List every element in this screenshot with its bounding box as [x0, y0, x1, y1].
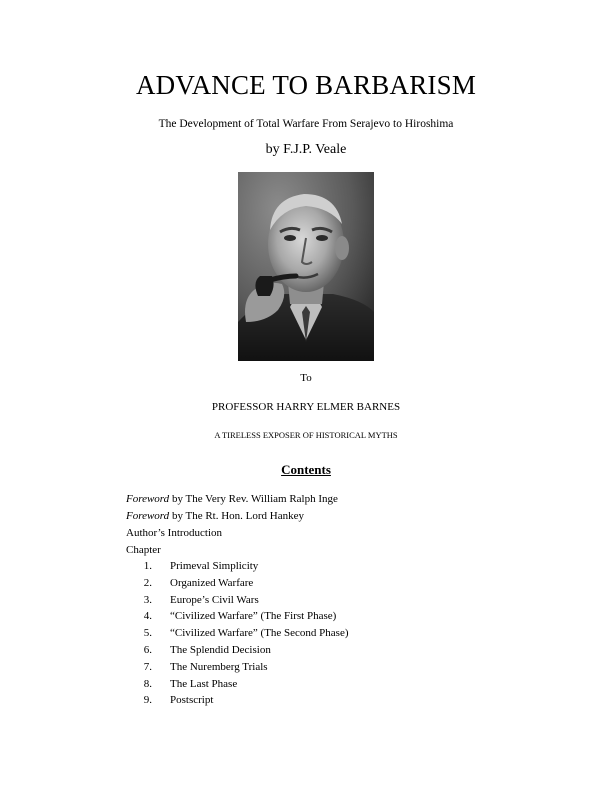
- chapter-title: Organized Warfare: [170, 576, 254, 589]
- chapter-title: The Last Phase: [170, 677, 238, 690]
- chapter-number: 7.: [143, 660, 152, 673]
- chapter-number: 3.: [143, 593, 152, 606]
- chapter-number: 2.: [143, 576, 152, 589]
- chapter-item[interactable]: [126, 558, 349, 575]
- chapter-title: “Civilized Warfare” (The First Phase): [170, 610, 337, 623]
- chapter-title: “Civilized Warfare” (The Second Phase): [170, 627, 349, 640]
- chapter-item[interactable]: [126, 625, 349, 642]
- dedication-to: To: [300, 372, 312, 384]
- foreword-label: Foreword: [126, 493, 170, 505]
- foreword-text: by The Very Rev. William Ralph Inge: [169, 493, 338, 505]
- foreword-entry-inge[interactable]: [126, 491, 338, 508]
- chapter-item[interactable]: [126, 659, 349, 676]
- chapter-number: 4.: [143, 610, 152, 623]
- chapter-title: The Nuremberg Trials: [170, 660, 268, 673]
- chapter-number: 8.: [143, 677, 152, 690]
- chapter-number: 1.: [143, 560, 152, 572]
- chapter-title: Primeval Simplicity: [170, 560, 259, 572]
- chapter-item[interactable]: [126, 676, 349, 693]
- chapter-item[interactable]: [126, 575, 349, 592]
- chapter-title: Europe’s Civil Wars: [170, 593, 259, 606]
- chapter-title: The Splendid Decision: [170, 643, 271, 656]
- chapter-item[interactable]: [126, 692, 349, 709]
- chapter-title: Postscript: [170, 694, 214, 707]
- book-title: ADVANCE TO BARBARISM: [135, 70, 477, 100]
- chapter-item[interactable]: [126, 642, 349, 659]
- dedication-name: PROFESSOR HARRY ELMER BARNES: [211, 401, 401, 413]
- chapter-item[interactable]: [126, 592, 349, 609]
- introduction-entry[interactable]: Author’s Introduction: [126, 527, 223, 539]
- foreword-entry-hankey[interactable]: [126, 508, 338, 525]
- author-portrait: [238, 172, 374, 361]
- chapter-number: 6.: [143, 643, 152, 656]
- front-matter-list: [126, 491, 338, 559]
- chapter-label: Chapter: [126, 544, 161, 556]
- foreword-text: by The Rt. Hon. Lord Hankey: [169, 510, 305, 522]
- foreword-label: Foreword: [126, 510, 170, 522]
- chapter-number: 9.: [143, 694, 152, 707]
- chapter-list: [126, 558, 349, 709]
- book-author: by F.J.P. Veale: [265, 142, 347, 157]
- contents-heading: Contents: [281, 462, 331, 477]
- chapter-item[interactable]: [126, 608, 349, 625]
- dedication-description: A TIRELESS EXPOSER OF HISTORICAL MYTHS: [214, 430, 398, 440]
- book-subtitle: The Development of Total Warfare From Serajevo to Hiroshima: [158, 118, 454, 130]
- chapter-number: 5.: [143, 627, 152, 640]
